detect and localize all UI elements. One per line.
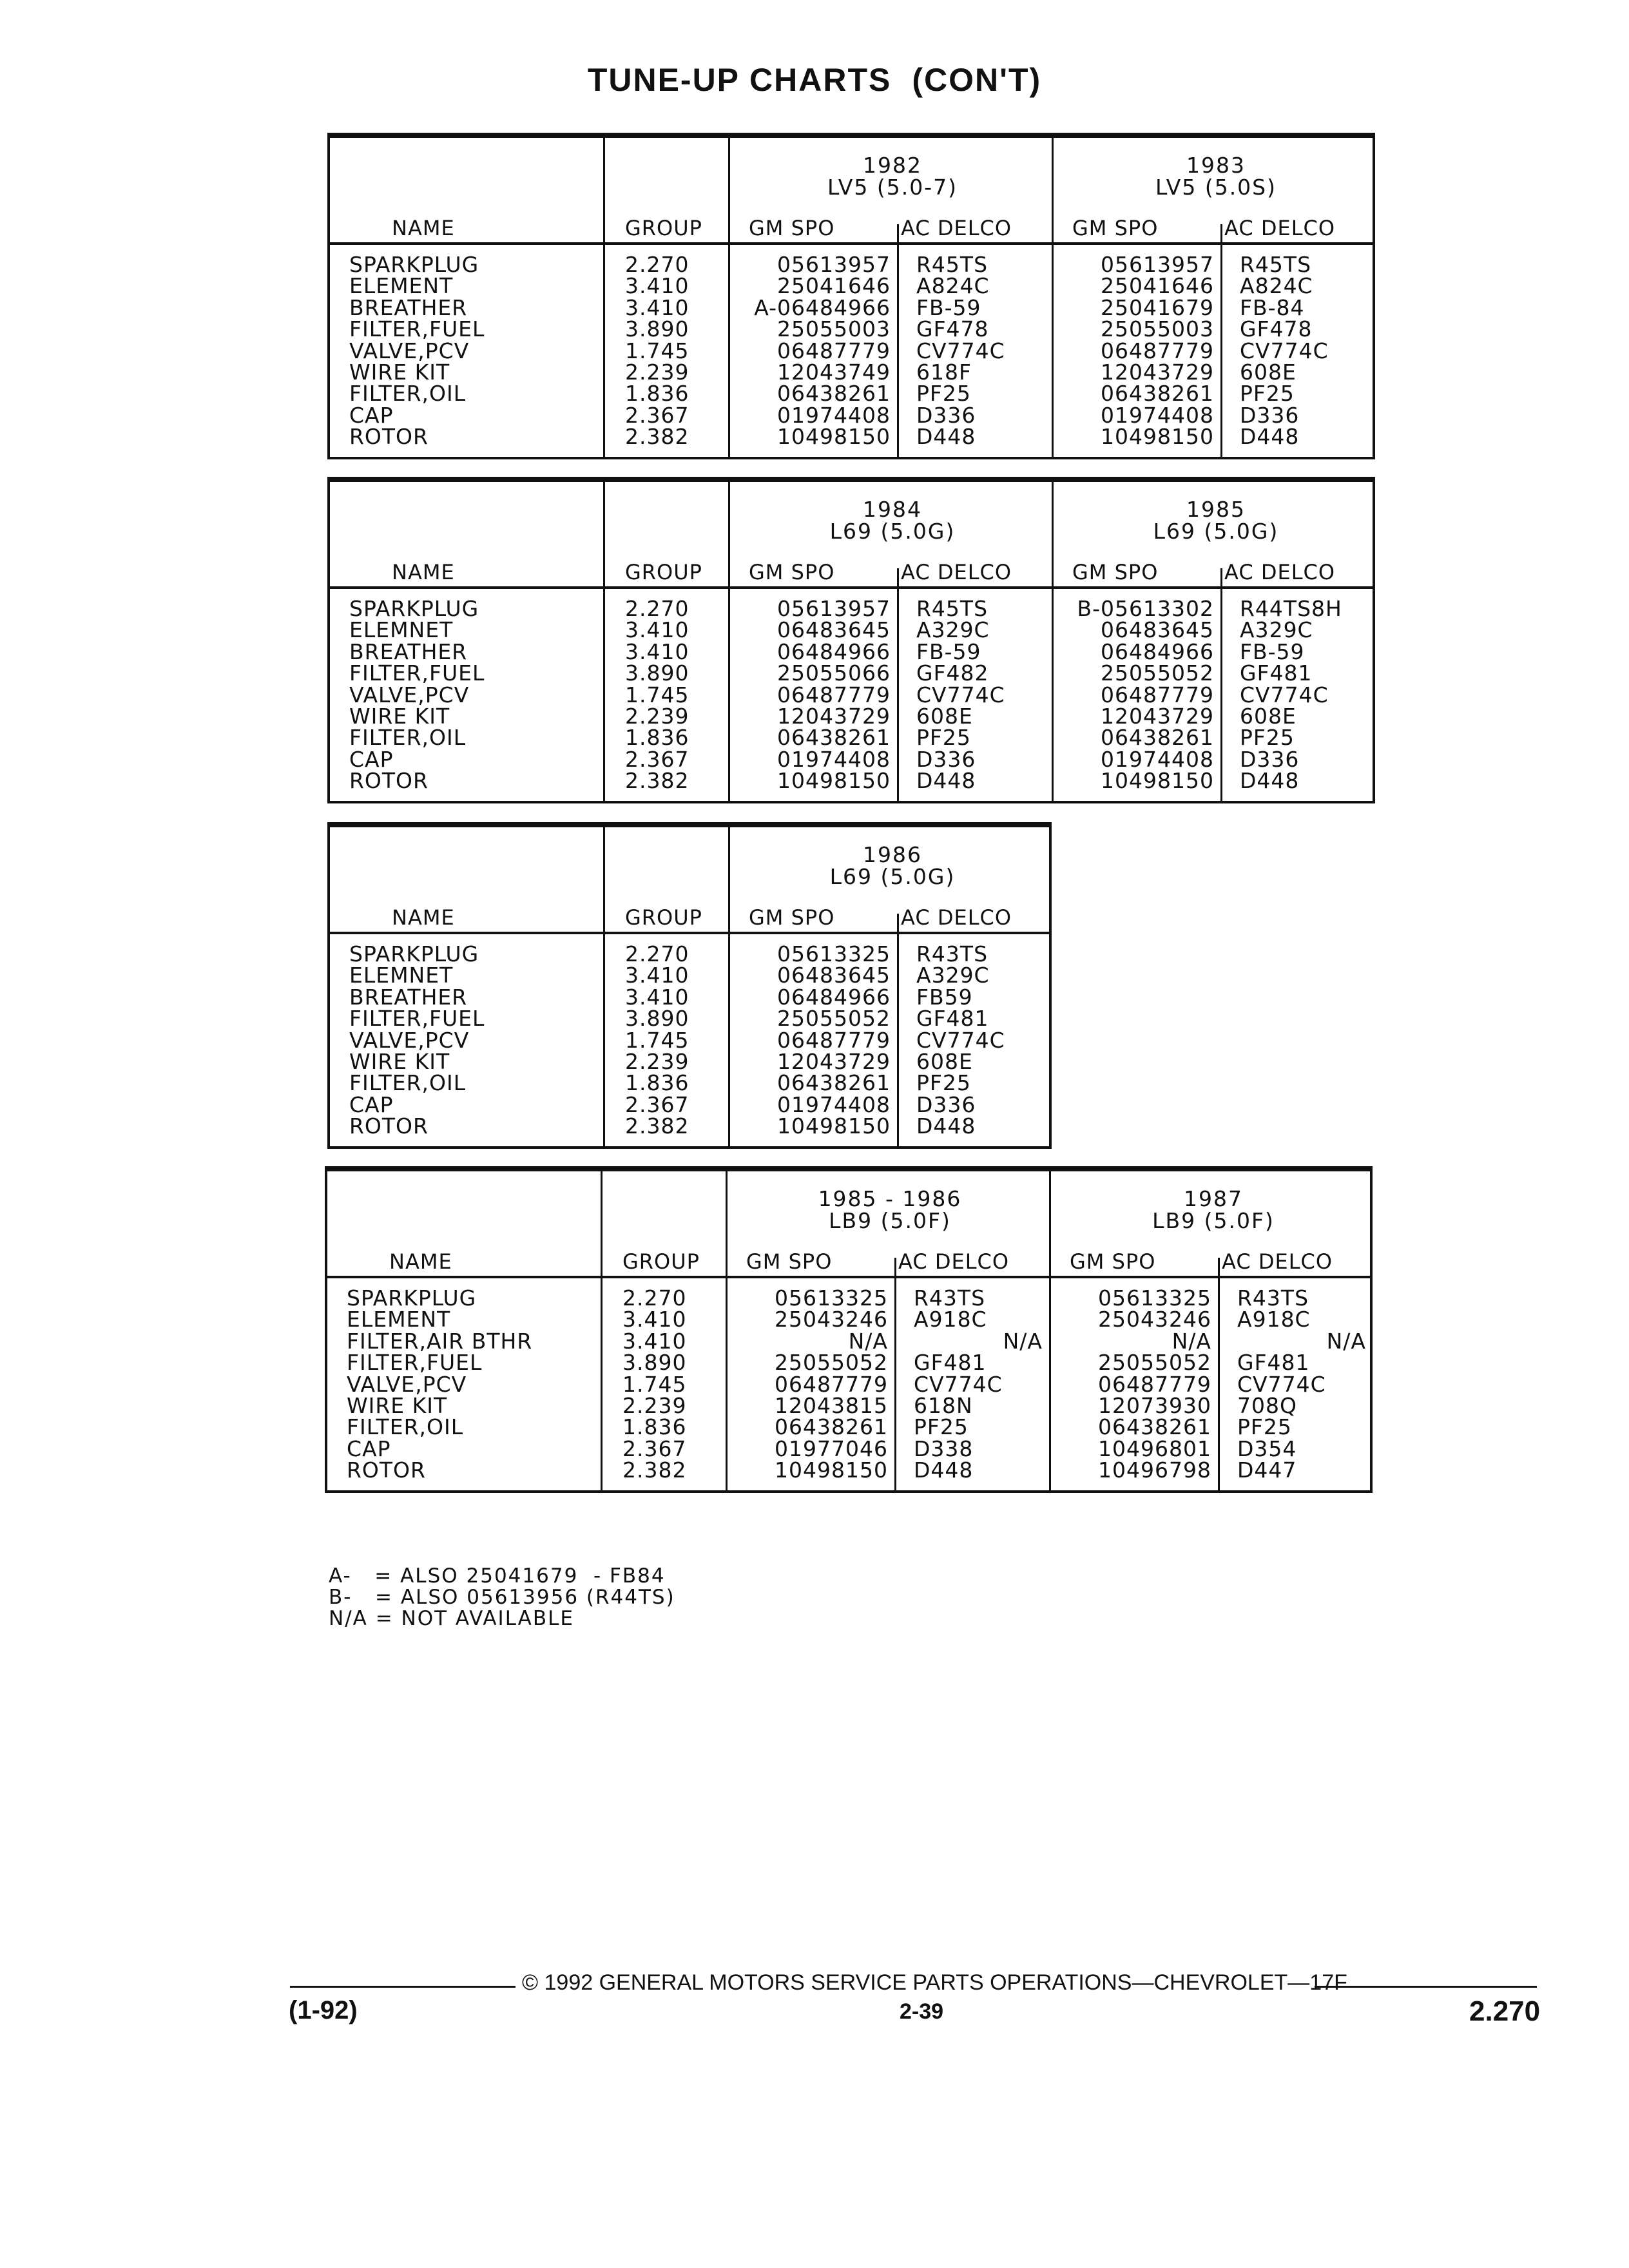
gm-spo-part-number: 12043729 bbox=[777, 704, 891, 729]
ac-delco-part-number: CV774C bbox=[1240, 338, 1329, 363]
gm-spo-part-number: 06487779 bbox=[1098, 1371, 1211, 1397]
group-number: 2.382 bbox=[622, 1457, 687, 1483]
engine-code: LV5 (5.0S) bbox=[1155, 175, 1277, 200]
gm-spo-part-number: 12043749 bbox=[777, 360, 891, 385]
group-number: 2.239 bbox=[625, 360, 689, 385]
block-divider bbox=[726, 1171, 728, 1490]
group-number: 2.270 bbox=[622, 1285, 687, 1311]
engine-code: LV5 (5.0-7) bbox=[827, 175, 958, 200]
engine-code: LB9 (5.0F) bbox=[1152, 1208, 1275, 1233]
gm-spo-part-number: 06438261 bbox=[777, 381, 891, 407]
footnote-na: N/A = NOT AVAILABLE bbox=[329, 1607, 575, 1630]
gm-spo-part-number: N/A bbox=[1171, 1328, 1211, 1354]
group-number: 1.836 bbox=[625, 725, 689, 751]
model-year: 1984 bbox=[863, 497, 922, 522]
gm-spo-part-number: 06487779 bbox=[1101, 338, 1214, 363]
column-header-name: NAME bbox=[392, 216, 455, 240]
part-name: CAP bbox=[349, 746, 394, 772]
group-number: 1.745 bbox=[625, 338, 689, 363]
gm-spo-part-number: 06487779 bbox=[777, 1027, 891, 1053]
ac-delco-part-number: A329C bbox=[916, 963, 990, 988]
group-number: 3.410 bbox=[622, 1307, 687, 1332]
table-top-rule bbox=[325, 1166, 1373, 1169]
gm-spo-part-number: 06438261 bbox=[1101, 381, 1214, 407]
gm-spo-part-number: 06438261 bbox=[777, 1070, 891, 1096]
ac-delco-part-number: D448 bbox=[916, 1113, 976, 1139]
part-name: WIRE KIT bbox=[349, 704, 450, 729]
model-year: 1983 bbox=[1186, 153, 1246, 178]
ac-delco-part-number: A824C bbox=[1240, 273, 1313, 299]
group-number: 1.836 bbox=[625, 381, 689, 407]
group-number: 2.270 bbox=[625, 596, 689, 621]
part-name: CAP bbox=[349, 1091, 394, 1117]
group-number: 1.745 bbox=[625, 1027, 689, 1053]
ac-delco-part-number: GF481 bbox=[1237, 1350, 1310, 1376]
ac-delco-part-number: CV774C bbox=[916, 338, 1005, 363]
ac-delco-part-number: PF25 bbox=[916, 381, 971, 407]
model-year: 1986 bbox=[863, 842, 922, 867]
part-name: BREATHER bbox=[349, 639, 468, 664]
gm-ac-divider bbox=[894, 1258, 896, 1490]
ac-delco-part-number: GF481 bbox=[914, 1350, 987, 1376]
part-name: VALVE,PCV bbox=[349, 338, 470, 363]
group-number: 1.836 bbox=[625, 1070, 689, 1096]
ac-delco-part-number: PF25 bbox=[1240, 381, 1295, 407]
group-number: 3.890 bbox=[625, 660, 689, 686]
part-name: ELEMENT bbox=[347, 1307, 451, 1332]
column-header-ac-delco: AC DELCO bbox=[901, 216, 1012, 240]
gm-spo-part-number: 06483645 bbox=[777, 963, 891, 988]
column-header-ac-delco: AC DELCO bbox=[1224, 216, 1336, 240]
tune-up-table bbox=[327, 135, 1375, 459]
gm-spo-part-number: 12043729 bbox=[1101, 704, 1214, 729]
part-name: WIRE KIT bbox=[349, 1049, 450, 1074]
group-number: 3.410 bbox=[625, 273, 689, 299]
footer-rule-left bbox=[290, 1986, 516, 1988]
ac-delco-part-number: CV774C bbox=[1240, 682, 1329, 707]
tune-up-table bbox=[327, 479, 1375, 803]
title-main: TUNE-UP CHARTS bbox=[587, 62, 892, 98]
footer-page-number: 2-39 bbox=[900, 1999, 944, 2024]
group-number: 1.745 bbox=[622, 1371, 687, 1397]
ac-delco-part-number: D354 bbox=[1237, 1436, 1297, 1461]
column-header-gm-spo: GM SPO bbox=[746, 1249, 833, 1274]
ac-delco-part-number: CV774C bbox=[914, 1371, 1003, 1397]
column-header-name: NAME bbox=[389, 1249, 452, 1274]
gm-spo-part-number: 10498150 bbox=[777, 1113, 891, 1139]
group-number: 3.890 bbox=[625, 1006, 689, 1032]
footnote-a: A- = ALSO 25041679 - FB84 bbox=[329, 1564, 666, 1588]
group-number: 3.410 bbox=[625, 617, 689, 643]
ac-delco-part-number: D448 bbox=[1240, 768, 1300, 794]
gm-spo-part-number: 25043246 bbox=[775, 1307, 888, 1332]
gm-spo-part-number: 06487779 bbox=[777, 338, 891, 363]
ac-delco-part-number: R43TS bbox=[1237, 1285, 1309, 1311]
gm-spo-part-number: 25055052 bbox=[775, 1350, 888, 1376]
gm-spo-part-number: 06487779 bbox=[777, 682, 891, 707]
gm-spo-part-number: 25055003 bbox=[1101, 316, 1214, 342]
gm-spo-part-number: 25055003 bbox=[777, 316, 891, 342]
tune-up-table bbox=[327, 825, 1052, 1149]
ac-delco-part-number: 618F bbox=[916, 360, 972, 385]
gm-spo-part-number: 25055052 bbox=[1101, 660, 1214, 686]
gm-spo-part-number: 12073930 bbox=[1098, 1393, 1211, 1418]
ac-delco-part-number: D448 bbox=[916, 768, 976, 794]
part-name: CAP bbox=[349, 402, 394, 428]
gm-spo-part-number: 05613325 bbox=[777, 941, 891, 966]
ac-delco-part-number: R43TS bbox=[914, 1285, 986, 1311]
model-year: 1985 bbox=[1186, 497, 1246, 522]
column-header-ac-delco: AC DELCO bbox=[901, 905, 1012, 930]
header-divider bbox=[330, 932, 1049, 934]
group-number: 2.270 bbox=[625, 941, 689, 966]
group-number: 2.382 bbox=[625, 424, 689, 450]
column-header-gm-spo: GM SPO bbox=[749, 905, 835, 930]
part-name: WIRE KIT bbox=[349, 360, 450, 385]
ac-delco-part-number: D336 bbox=[916, 746, 976, 772]
tune-up-table bbox=[325, 1169, 1373, 1493]
column-header-group: GROUP bbox=[625, 216, 702, 240]
gm-spo-part-number: B-05613302 bbox=[1077, 596, 1214, 621]
part-name: SPARKPLUG bbox=[347, 1285, 477, 1311]
part-name: ROTOR bbox=[347, 1457, 426, 1483]
ac-delco-part-number: R45TS bbox=[916, 596, 988, 621]
ac-delco-part-number: FB-59 bbox=[916, 639, 981, 664]
gm-spo-part-number: 10498150 bbox=[1101, 424, 1214, 450]
column-header-gm-spo: GM SPO bbox=[1072, 560, 1159, 584]
group-number: 3.410 bbox=[622, 1328, 687, 1354]
part-name: VALVE,PCV bbox=[349, 682, 470, 707]
ac-delco-part-number: CV774C bbox=[1237, 1371, 1326, 1397]
group-number: 1.745 bbox=[625, 682, 689, 707]
gm-spo-part-number: 12043815 bbox=[775, 1393, 888, 1418]
part-name: SPARKPLUG bbox=[349, 596, 479, 621]
name-group-divider bbox=[601, 1171, 602, 1490]
ac-delco-part-number: D336 bbox=[916, 1091, 976, 1117]
ac-delco-part-number: A918C bbox=[914, 1307, 987, 1332]
gm-spo-part-number: N/A bbox=[848, 1328, 888, 1354]
part-name: FILTER,OIL bbox=[349, 1070, 467, 1096]
column-header-gm-spo: GM SPO bbox=[1072, 216, 1159, 240]
column-header-ac-delco: AC DELCO bbox=[1222, 1249, 1333, 1274]
ac-delco-part-number: FB-84 bbox=[1240, 294, 1305, 320]
gm-spo-part-number: 12043729 bbox=[1101, 360, 1214, 385]
gm-spo-part-number: 06438261 bbox=[775, 1414, 888, 1440]
ac-delco-part-number: 608E bbox=[916, 704, 973, 729]
block-divider bbox=[728, 482, 730, 801]
group-number: 3.410 bbox=[625, 294, 689, 320]
group-number: 3.410 bbox=[625, 639, 689, 664]
group-number: 3.890 bbox=[625, 316, 689, 342]
column-header-ac-delco: AC DELCO bbox=[1224, 560, 1336, 584]
group-number: 2.382 bbox=[625, 768, 689, 794]
part-name: WIRE KIT bbox=[347, 1393, 448, 1418]
gm-spo-part-number: 25055052 bbox=[1098, 1350, 1211, 1376]
block-divider bbox=[728, 827, 730, 1146]
column-header-ac-delco: AC DELCO bbox=[901, 560, 1012, 584]
header-divider bbox=[327, 1276, 1370, 1278]
gm-spo-part-number: 01974408 bbox=[777, 746, 891, 772]
header-divider bbox=[330, 242, 1373, 245]
group-number: 3.890 bbox=[622, 1350, 687, 1376]
gm-ac-divider bbox=[1220, 568, 1222, 801]
ac-delco-part-number: PF25 bbox=[916, 1070, 971, 1096]
group-number: 2.367 bbox=[622, 1436, 687, 1461]
gm-spo-part-number: 01974408 bbox=[1101, 746, 1214, 772]
gm-ac-divider bbox=[897, 568, 899, 801]
table-top-rule bbox=[327, 133, 1375, 135]
ac-delco-part-number: CV774C bbox=[916, 1027, 1005, 1053]
gm-spo-part-number: 06484966 bbox=[1101, 639, 1214, 664]
footer-copyright: © 1992 GENERAL MOTORS SERVICE PARTS OPERATIONS—CHEVROLET—17F bbox=[522, 1970, 1347, 1995]
gm-spo-part-number: 06487779 bbox=[775, 1371, 888, 1397]
ac-delco-part-number: 608E bbox=[1240, 360, 1296, 385]
gm-spo-part-number: 06487779 bbox=[1101, 682, 1214, 707]
part-name: ELEMNET bbox=[349, 617, 454, 643]
gm-spo-part-number: 25041679 bbox=[1101, 294, 1214, 320]
table-top-rule bbox=[327, 477, 1375, 479]
footer-rule-right bbox=[1315, 1986, 1537, 1988]
gm-spo-part-number: 01974408 bbox=[1101, 402, 1214, 428]
gm-ac-divider bbox=[897, 914, 899, 1146]
group-number: 1.836 bbox=[622, 1414, 687, 1440]
ac-delco-part-number: 608E bbox=[1240, 704, 1296, 729]
ac-delco-part-number: PF25 bbox=[1237, 1414, 1292, 1440]
gm-spo-part-number: 01974408 bbox=[777, 402, 891, 428]
gm-spo-part-number: 10498150 bbox=[777, 768, 891, 794]
gm-spo-part-number: 06438261 bbox=[777, 725, 891, 751]
ac-delco-part-number: CV774C bbox=[916, 682, 1005, 707]
footer-section-number: 2.270 bbox=[1469, 1995, 1541, 2027]
footnotes bbox=[329, 1566, 675, 1629]
gm-spo-part-number: 06484966 bbox=[777, 639, 891, 664]
group-number: 2.270 bbox=[625, 252, 689, 277]
ac-delco-part-number: 618N bbox=[914, 1393, 973, 1418]
gm-spo-part-number: 06438261 bbox=[1101, 725, 1214, 751]
model-year: 1982 bbox=[863, 153, 922, 178]
model-year: 1987 bbox=[1184, 1186, 1243, 1211]
gm-spo-part-number: 10498150 bbox=[1101, 768, 1214, 794]
group-number: 2.239 bbox=[622, 1393, 687, 1418]
block-divider bbox=[728, 138, 730, 457]
part-name: CAP bbox=[347, 1436, 391, 1461]
ac-delco-part-number: R43TS bbox=[916, 941, 988, 966]
ac-delco-part-number: PF25 bbox=[916, 725, 971, 751]
title-suffix: (CON'T) bbox=[912, 62, 1042, 98]
part-name: FILTER,FUEL bbox=[349, 1006, 485, 1032]
ac-delco-part-number: D336 bbox=[916, 402, 976, 428]
ac-delco-part-number: N/A bbox=[1003, 1328, 1043, 1354]
ac-delco-part-number: A824C bbox=[916, 273, 990, 299]
ac-delco-part-number: D447 bbox=[1237, 1457, 1297, 1483]
part-name: FILTER,FUEL bbox=[347, 1350, 483, 1376]
part-name: FILTER,OIL bbox=[349, 725, 467, 751]
part-name: FILTER,OIL bbox=[347, 1414, 464, 1440]
ac-delco-part-number: A918C bbox=[1237, 1307, 1311, 1332]
gm-ac-divider bbox=[1218, 1258, 1220, 1490]
ac-delco-part-number: D448 bbox=[1240, 424, 1300, 450]
page-title bbox=[0, 61, 1629, 99]
part-name: FILTER,AIR BTHR bbox=[347, 1328, 533, 1354]
gm-spo-part-number: 05613325 bbox=[775, 1285, 888, 1311]
part-name: FILTER,FUEL bbox=[349, 660, 485, 686]
gm-spo-part-number: 01977046 bbox=[775, 1436, 888, 1461]
gm-spo-part-number: 05613957 bbox=[1101, 252, 1214, 277]
gm-spo-part-number: 10496798 bbox=[1098, 1457, 1211, 1483]
gm-spo-part-number: 10496801 bbox=[1098, 1436, 1211, 1461]
gm-spo-part-number: 25041646 bbox=[1101, 273, 1214, 299]
column-header-gm-spo: GM SPO bbox=[749, 216, 835, 240]
ac-delco-part-number: D448 bbox=[916, 424, 976, 450]
gm-spo-part-number: 10498150 bbox=[777, 424, 891, 450]
part-name: ELEMNET bbox=[349, 963, 454, 988]
gm-spo-part-number: 06484966 bbox=[777, 984, 891, 1010]
gm-spo-part-number: 05613957 bbox=[777, 252, 891, 277]
ac-delco-part-number: D448 bbox=[914, 1457, 974, 1483]
name-group-divider bbox=[603, 827, 605, 1146]
gm-spo-part-number: 25043246 bbox=[1098, 1307, 1211, 1332]
part-name: ROTOR bbox=[349, 1113, 429, 1139]
gm-spo-part-number: 10498150 bbox=[775, 1457, 888, 1483]
column-header-group: GROUP bbox=[622, 1249, 700, 1274]
gm-ac-divider bbox=[1220, 224, 1222, 457]
header-divider bbox=[330, 586, 1373, 589]
ac-delco-part-number: GF478 bbox=[1240, 316, 1313, 342]
part-name: ELEMENT bbox=[349, 273, 454, 299]
column-header-group: GROUP bbox=[625, 905, 702, 930]
ac-delco-part-number: PF25 bbox=[914, 1414, 969, 1440]
ac-delco-part-number: FB-59 bbox=[1240, 639, 1305, 664]
part-name: ROTOR bbox=[349, 768, 429, 794]
gm-spo-part-number: 25041646 bbox=[777, 273, 891, 299]
engine-code: L69 (5.0G) bbox=[829, 864, 956, 889]
gm-ac-divider bbox=[897, 224, 899, 457]
ac-delco-part-number: GF481 bbox=[1240, 660, 1313, 686]
gm-spo-part-number: 06483645 bbox=[1101, 617, 1214, 643]
part-name: FILTER,FUEL bbox=[349, 316, 485, 342]
part-name: SPARKPLUG bbox=[349, 252, 479, 277]
name-group-divider bbox=[603, 482, 605, 801]
part-name: ROTOR bbox=[349, 424, 429, 450]
group-number: 2.239 bbox=[625, 1049, 689, 1074]
part-name: FILTER,OIL bbox=[349, 381, 467, 407]
group-number: 3.410 bbox=[625, 963, 689, 988]
group-number: 2.239 bbox=[625, 704, 689, 729]
ac-delco-part-number: A329C bbox=[1240, 617, 1313, 643]
gm-spo-part-number: A-06484966 bbox=[754, 294, 891, 320]
gm-spo-part-number: 25055066 bbox=[777, 660, 891, 686]
part-name: BREATHER bbox=[349, 294, 468, 320]
engine-code: LB9 (5.0F) bbox=[829, 1208, 951, 1233]
ac-delco-part-number: A329C bbox=[916, 617, 990, 643]
group-number: 2.367 bbox=[625, 746, 689, 772]
ac-delco-part-number: PF25 bbox=[1240, 725, 1295, 751]
ac-delco-part-number: D338 bbox=[914, 1436, 974, 1461]
ac-delco-part-number: FB-59 bbox=[916, 294, 981, 320]
part-name: VALVE,PCV bbox=[349, 1027, 470, 1053]
gm-spo-part-number: 12043729 bbox=[777, 1049, 891, 1074]
footnote-b: B- = ALSO 05613956 (R44TS) bbox=[329, 1586, 675, 1609]
gm-spo-part-number: 06438261 bbox=[1098, 1414, 1211, 1440]
engine-code: L69 (5.0G) bbox=[1153, 519, 1279, 544]
ac-delco-part-number: D336 bbox=[1240, 402, 1300, 428]
ac-delco-part-number: R45TS bbox=[916, 252, 988, 277]
group-number: 2.367 bbox=[625, 402, 689, 428]
ac-delco-part-number: GF478 bbox=[916, 316, 989, 342]
ac-delco-part-number: GF481 bbox=[916, 1006, 989, 1032]
engine-code: L69 (5.0G) bbox=[829, 519, 956, 544]
part-name: BREATHER bbox=[349, 984, 468, 1010]
ac-delco-part-number: D336 bbox=[1240, 746, 1300, 772]
ac-delco-part-number: 708Q bbox=[1237, 1393, 1297, 1418]
column-header-name: NAME bbox=[392, 560, 455, 584]
ac-delco-part-number: 608E bbox=[916, 1049, 973, 1074]
column-header-gm-spo: GM SPO bbox=[1070, 1249, 1156, 1274]
part-name: VALVE,PCV bbox=[347, 1371, 467, 1397]
gm-spo-part-number: 01974408 bbox=[777, 1091, 891, 1117]
group-number: 2.367 bbox=[625, 1091, 689, 1117]
table-top-rule bbox=[327, 822, 1052, 825]
gm-spo-part-number: 25055052 bbox=[777, 1006, 891, 1032]
footer-date-code: (1-92) bbox=[289, 1996, 358, 2024]
model-year: 1985 - 1986 bbox=[818, 1186, 962, 1211]
group-number: 2.382 bbox=[625, 1113, 689, 1139]
part-name: SPARKPLUG bbox=[349, 941, 479, 966]
gm-spo-part-number: 05613957 bbox=[777, 596, 891, 621]
ac-delco-part-number: R44TS8H bbox=[1240, 596, 1342, 621]
gm-spo-part-number: 06483645 bbox=[777, 617, 891, 643]
ac-delco-part-number: GF482 bbox=[916, 660, 989, 686]
name-group-divider bbox=[603, 138, 605, 457]
column-header-gm-spo: GM SPO bbox=[749, 560, 835, 584]
ac-delco-part-number: R45TS bbox=[1240, 252, 1312, 277]
column-header-ac-delco: AC DELCO bbox=[898, 1249, 1010, 1274]
group-number: 3.410 bbox=[625, 984, 689, 1010]
column-header-group: GROUP bbox=[625, 560, 702, 584]
gm-spo-part-number: 05613325 bbox=[1098, 1285, 1211, 1311]
column-header-name: NAME bbox=[392, 905, 455, 930]
ac-delco-part-number: N/A bbox=[1326, 1328, 1366, 1354]
ac-delco-part-number: FB59 bbox=[916, 984, 973, 1010]
